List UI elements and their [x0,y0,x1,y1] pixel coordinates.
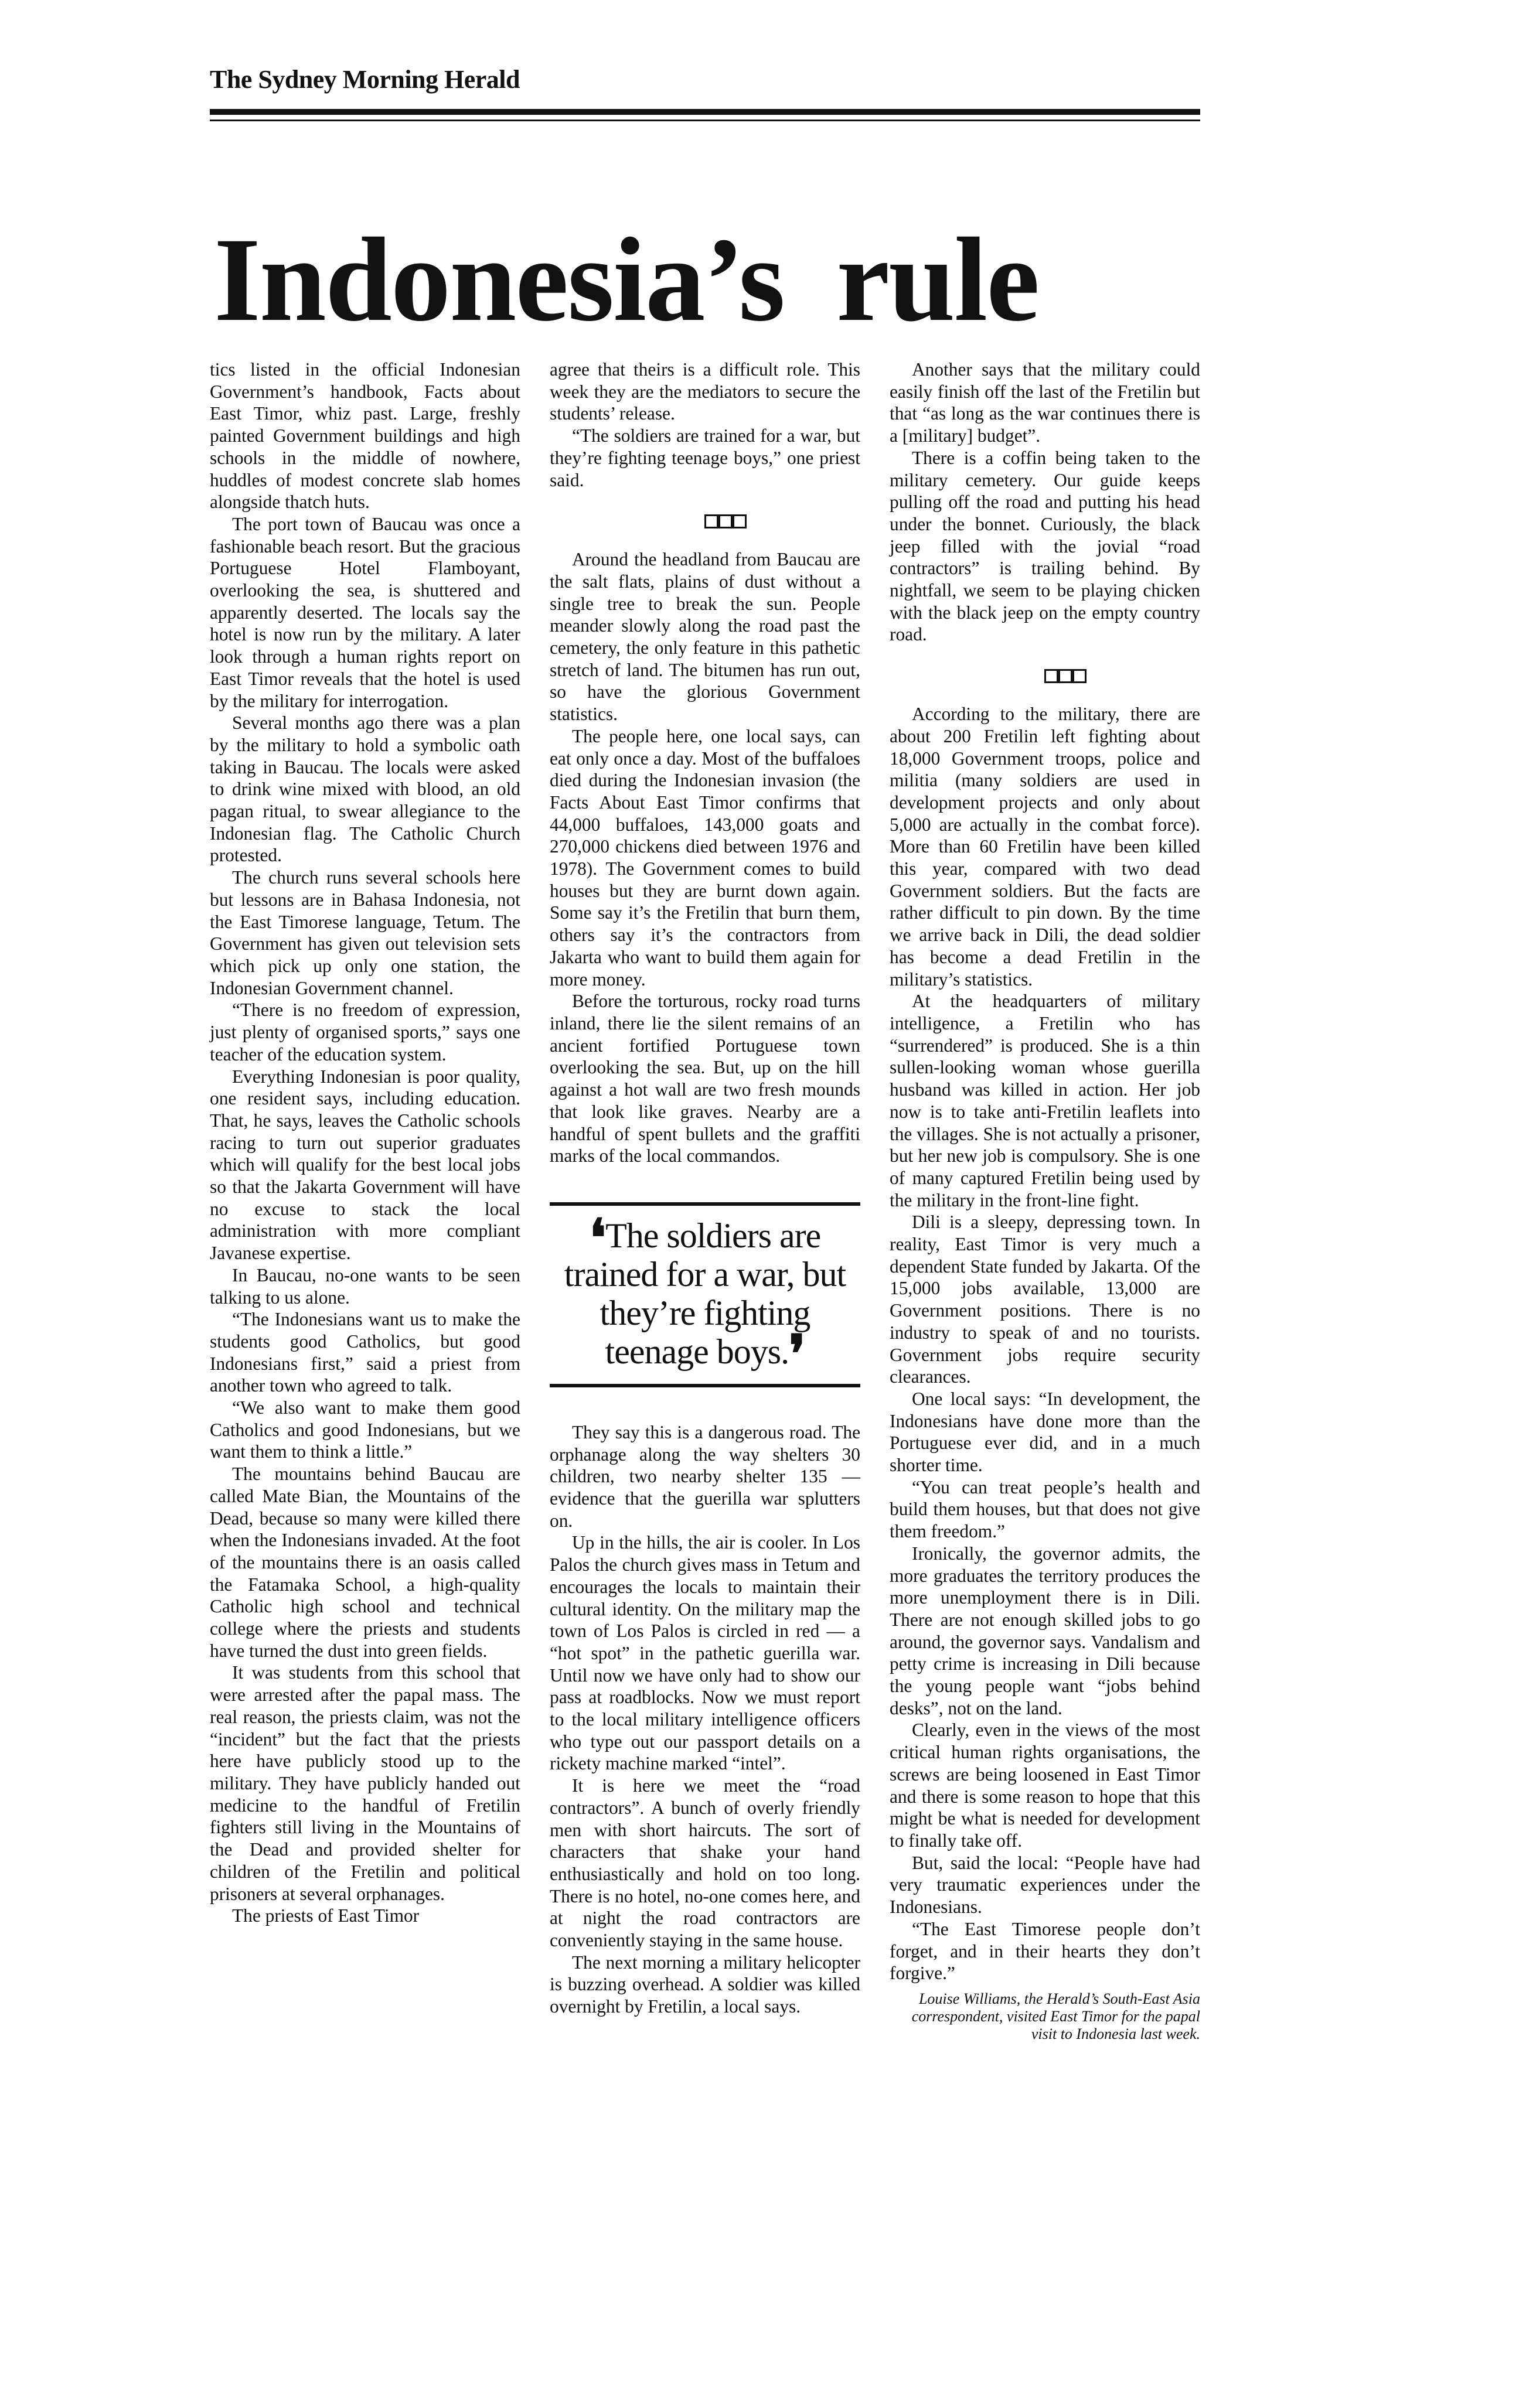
paragraph: “The soldiers are trained for a war, but they’re fighting teenage boys,” one priest said. [550,425,860,490]
paragraph: “There is no freedom of expression, just plenty of organised sports,” says one teacher of the education system. [210,1000,520,1065]
paragraph: agree that theirs is a difficult role. This week they are the mediators to secure the students’ release. [550,359,860,424]
paragraph: The mountains behind Baucau are called Mate Bian, the Mountains of the Dead, because so many were killed there when the Indonesians invaded. At the foot of the mountains there is an oasis called the Fatamaka School, a high-quality Catholic high school and technical college where the priests and students have turned the dust into green fields. [210,1464,520,1661]
masthead: The Sydney Morning Herald [210,65,520,94]
paragraph: “We also want to make them good Catholics and good Indonesians, but we want them to think a little.” [210,1397,520,1462]
paragraph: Ironically, the governor admits, the more graduates the territory produces the more unemployment there is in Dili. There are not enough skilled jobs to go around, the governor says. Vandalism and petty crime is increasing in Dili because the young people want “jobs behind desks”, not on the land. [890,1543,1200,1718]
masthead-rule-thick [210,109,1200,115]
paragraph: But, said the local: “People have had very traumatic experiences under the Indonesians. [890,1852,1200,1918]
paragraph: The priests of East Timor [232,1905,420,1926]
paragraph: The people here, one local says, can eat only once a day. Most of the buffaloes died during the Indonesian invasion (the Facts About East Timor confirms that 44,000 buffaloes, 143,000 goats and 270,000 chickens died between 1976 and 1978). The Government comes to build houses but they are burnt down again. Some say it’s the Fretilin that burn them, others say it’s the contractors from Jakarta who want to build them again for more money. [550,725,860,990]
pull-quote [550,1202,860,1387]
paragraph: It was students from this school that were arrested after the papal mass. The real reason, the priests claim, was not the “incident” but the fact that the priests here have publicly stood up to the military. They have publicly handed out medicine to the handful of Fretilin fighters still living in the Mountains of the Dead and provided shelter for children of the Fretilin and political prisoners at several orphanages. [210,1662,520,1904]
paragraph: Dili is a sleepy, depressing town. In reality, East Timor is very much a dependent State funded by Jakarta. Of the 15,000 jobs available, 13,000 are Government positions. There is no industry to speak of and no tourists. Government jobs require security clearances. [890,1212,1200,1387]
paragraph: They say this is a dangerous road. The orphanage along the way shelters 30 children, two nearby shelter 135 — evidence that the guerilla war splutters on. [550,1421,860,1531]
paragraph: It is here we meet the “road contractors”. A bunch of overly friendly men with short haircuts. The sort of characters that shake your hand enthusiastically and hold on too long. There is no hotel, no-one comes here, and at night the road contractors are conveniently staying in the same house. [550,1775,860,1951]
headline: Indonesia’s rule [214,213,1039,346]
paragraph: Another says that the military could easily finish off the last of the Fretilin but that “as long as the war continues there is a [military] budget”. [890,359,1200,446]
paragraph: Up in the hills, the air is cooler. In Los Palos the church gives mass in Tetum and encourages the locals to maintain their cultural identity. On the military map the town of Los Palos is circled in red — a “hot spot” in the pathetic guerilla war. Until now we have only had to show our pass at roadblocks. Now we must report to the local military intelligence officers who type out our passport details on a rickety machine marked “intel”. [550,1532,860,1774]
paragraph: The church runs several schools here but lessons are in Bahasa Indonesia, not the East Timorese language, Tetum. The Government has given out television sets which pick up only one station, the Indonesian Government channel. [210,867,520,998]
pull-quote-text: The soldiers are trained for a war, but they’re fighting teenage boys. [564,1216,846,1371]
section-divider [550,510,860,531]
paragraph: Around the headland from Baucau are the salt flats, plains of dust without a single tree to break the sun. People meander slowly along the road past the cemetery, the only feature in this pathetic stretch of land. The bitumen has run out, so have the glorious Government statistics. [550,549,860,725]
pull-quote-rule-bottom [550,1384,860,1387]
paragraph: Before the torturous, rocky road turns inland, there lie the silent remains of an ancient fortified Portuguese town overlooking the sea. But, up on the hill against a hot wall are two fresh mounds that look like graves. Nearby are a handful of spent bullets and the graffiti marks of the local commandos. [550,991,860,1167]
paragraph: One local says: “In development, the Indonesians have done more than the Portuguese ever did, and in a much shorter time. [890,1388,1200,1476]
paragraph: According to the military, there are about 200 Fretilin left fighting about 18,000 Government troops, police and militia (many soldiers are used in development projects and only about 5,000 are actually in the combat force). More than 60 Fretilin have been killed this year, compared with two dead Government soldiers. But the facts are rather difficult to pin down. By the time we arrive back in Dili, the dead soldier has become a dead Fretilin in the military’s statistics. [890,704,1200,990]
open-quote-mark: ❛ [589,1210,606,1267]
section-divider [890,664,1200,685]
paragraph: At the headquarters of military intelligence, a Fretilin who has “surrendered” is produced. She is a thin sullen-looking woman whose guerilla husband was killed in action. Her job now is to take anti-Fretilin leaflets into the villages. She is not actually a prisoner, but her new job is compulsory. She is one of many captured Fretilin being used by the military in the front-line fight. [890,991,1200,1210]
paragraph: The port town of Baucau was once a fashionable beach resort. But the gracious Portuguese Hotel Flamboyant, overlooking the sea, is shuttered and apparently deserted. The locals say the hotel is now run by the military. A later look through a human rights report on East Timor reveals that the hotel is used by the military for interrogation. [210,513,520,711]
paragraph: “The East Timorese people don’t forget, and in their hearts they don’t forgive.” [890,1918,1200,1984]
paragraph: Clearly, even in the views of the most critical human rights organisations, the screws are being loosened in East Timor and there is some reason to hope that this might be what is needed for development to finally take off. [890,1720,1200,1851]
pull-quote-rule-top [550,1202,860,1206]
paragraph: tics listed in the official Indonesian Government’s handbook, Facts about East Timor, whiz past. Large, freshly painted Government buildings and high schools in the middle of nowhere, huddles of modest concrete slab homes alongside thatch huts. [210,359,520,513]
paragraph: In Baucau, no-one wants to be seen talking to us alone. [210,1264,520,1308]
column-1 [210,359,520,1927]
column-2 [550,359,860,2018]
paragraph: Several months ago there was a plan by the military to hold a symbolic oath taking in Baucau. The locals were asked to drink wine mixed with blood, an old pagan ritual, to swear allegiance to the Indonesian flag. The Catholic Church protested. [210,712,520,866]
paragraph: There is a coffin being taken to the military cemetery. Our guide keeps pulling off the road and putting his head under the bonnet. Curiously, the black jeep filled with the jovial “road contractors” is trailing behind. By nightfall, we seem to be playing chicken with the black jeep on the empty country road. [890,447,1200,645]
paragraph: “You can treat people’s health and build them houses, but that does not give them freedom.” [890,1476,1200,1542]
byline: Louise Williams, the Herald’s South-East Asia correspondent, visited East Timor for the papal visit to Indonesia last week. [911,1990,1200,2042]
paragraph: Everything Indonesian is poor quality, one resident says, including education. That, he says, leaves the Catholic schools racing to turn out superior graduates which will qualify for the best local jobs so that the Jakarta Government will have no excuse to stack the local administration with more compliant Javanese expertise. [210,1066,520,1264]
close-quote-mark: ❜ [789,1326,805,1383]
column-3 [890,359,1200,2043]
masthead-rule-thin [210,120,1200,121]
paragraph: The next morning a military helicopter is buzzing overhead. A soldier was killed overnight by Fretilin, a local says. [550,1952,860,2017]
paragraph: “The Indonesians want us to make the students good Catholics, but good Indonesians first,” said a priest from another town who agreed to talk. [210,1309,520,1396]
